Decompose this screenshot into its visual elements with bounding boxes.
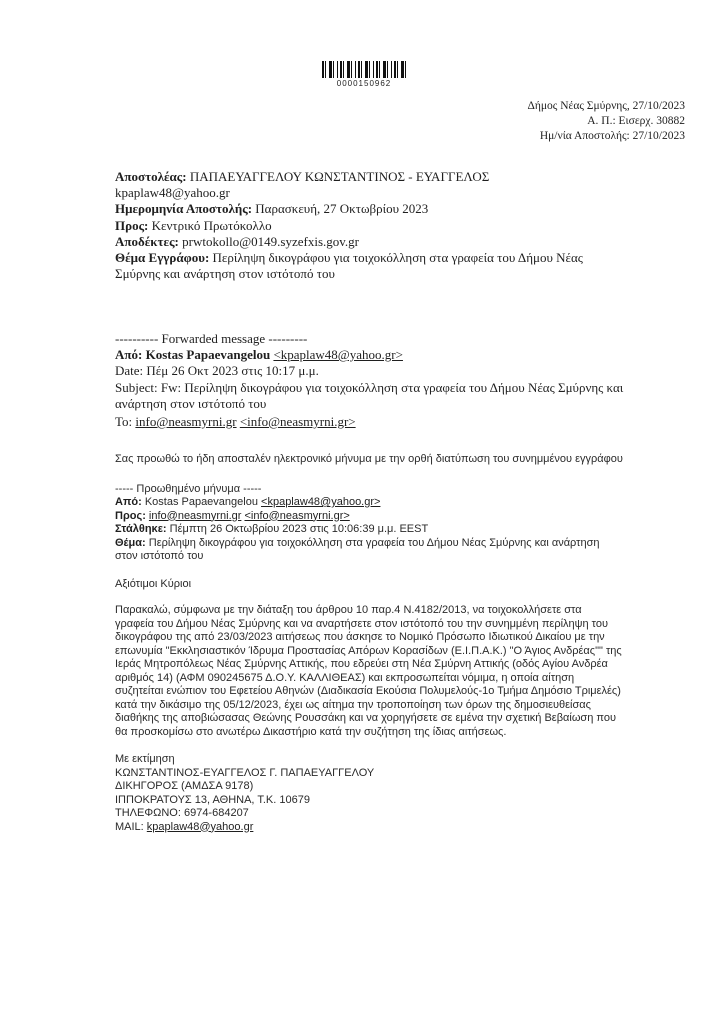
inner-subject-value: Περίληψη δικογράφου για τοιχοκόλληση στα γραφεία του Δήμου Νέας Σμύρνης και ανάρτηση στον ιστότοπό του	[115, 536, 600, 562]
registry-stamp	[527, 99, 685, 144]
forwarded-to-label: To:	[115, 414, 133, 430]
send-date-line	[115, 201, 617, 217]
forwarded-date-label: Date:	[115, 363, 144, 379]
sender-label: Αποστολέας:	[115, 169, 187, 184]
signature-address: ΙΠΠΟΚΡΑΤΟΥΣ 13, ΑΘΗΝΑ, Τ.Κ. 10679	[115, 793, 310, 806]
document-subject-value: Περίληψη δικογράφου για τοιχοκόλληση στα γραφεία του Δήμου Νέας Σμύρνης και ανάρτηση στον ιστότοπό του	[115, 250, 583, 282]
closing: Με εκτίμηση	[115, 753, 175, 765]
recipients-label: Αποδέκτες:	[115, 233, 179, 249]
inner-to-label: Προς:	[115, 509, 146, 522]
sender-email-line	[115, 185, 617, 201]
inner-subject-line	[115, 537, 623, 564]
inner-sent-label: Στάλθηκε:	[115, 523, 167, 535]
stamp-sent-date: Ημ/νία Αποστολής: 27/10/2023	[539, 130, 685, 142]
document-subject-label: Θέμα Εγγράφου:	[115, 250, 210, 266]
message-body	[115, 453, 623, 834]
stamp-protocol-number: Α. Π.: Εισερχ. 30882	[587, 115, 685, 127]
signature-mail-label: MAIL:	[115, 820, 144, 833]
forwarded-from-email-link: <kpaplaw48@yahoo.gr>	[273, 347, 403, 363]
send-date-value: Παρασκευή, 27 Οκτωβρίου 2023	[255, 201, 429, 217]
forwarded-divider: ---------- Forwarded message ---------	[115, 331, 308, 346]
inner-from-label: Από:	[115, 496, 142, 508]
to-value: Κεντρικό Πρωτόκολλο	[151, 217, 272, 233]
signature-title: ΔΙΚΗΓΟΡΟΣ (ΑΜΔΣΑ 9178)	[115, 780, 254, 792]
inner-to-line	[115, 510, 623, 524]
email-header-block	[115, 169, 617, 282]
forwarded-date-line	[115, 363, 630, 379]
inner-to-email-bracketed-link: <info@neasmyrni.gr>	[244, 509, 350, 522]
inner-from-name: Kostas Papaevangelou	[144, 496, 258, 508]
recipients-value: prwtokollo@0149.syzefxis.gov.gr	[182, 233, 359, 249]
recipients-line	[115, 234, 617, 250]
forwarded-to-email-bracketed-link: <info@neasmyrni.gr>	[239, 414, 356, 430]
inner-to-email-link: info@neasmyrni.gr	[148, 509, 242, 522]
barcode-bars-image	[322, 61, 406, 78]
to-label: Προς:	[115, 217, 149, 233]
signature-mail-line	[115, 821, 623, 835]
to-line	[115, 218, 617, 234]
forwarded-message-block	[115, 331, 630, 430]
main-request-paragraph: Παρακαλώ, σύμφωνα με την διάταξη του άρθρου 10 παρ.4 Ν.4182/2013, να τοιχοκολλήσετε στα γραφεία του Δήμου Νέας Σμύρνης και να αναρτήσετε στον ιστότοπό του την συνημμένη περίληψη του δικογράφου της από 23/03/2023 αιτήσεως που άσκησε το Νομικό Πρόσωπο Ιδιωτικού Δικαίου με την επωνυμία "Εκκλησιαστικόν Ίδρυμα Προστασίας Απόρων Κορασίδων (Ε.Ι.Π.Α.Κ.) "Ο Άγιος Ανδρέας"" της Ιεράς Μητροπόλεως Νέας Σμύρνης Αττικής, που εδρεύει στη Νέα Σμύρνη Αττικής (οδός Αγίου Ανδρέα αριθμός 14) (ΑΦΜ 090245675 Δ.Ο.Υ. ΚΑΛΛΙΘΕΑΣ) και εκπροσωπείται νόμιμα, η οποία αίτηση συζητείται ενώπιον του Εφετείου Αθηνών (Διαδικασία Εκούσια Πολυμελούς-1ο Τμήμα Δημόσιο Τριμελές) κατά την δικάσιμο της 05/12/2023, έχει ως αίτημα την τροποποίηση των όρων της δημοσιευθείσας διαθήκης της αποβιώσασας Θεώνης Ρουσσάκη και να χορηγήσετε σε εμένα την σχετική Βεβαίωση που θα προσκομίσω στο ανωτέρω Δικαστήριο κατά την συζήτηση της ίδιας αιτήσεως.	[115, 604, 622, 738]
intro-paragraph: Σας προωθώ το ήδη αποσταλέν ηλεκτρονικό μήνυμα με την ορθή διατύπωση του συνημμένου εγγράφου	[115, 453, 623, 465]
forwarded-from-label: Από:	[115, 347, 143, 363]
signature-name: ΚΩΝΣΤΑΝΤΙΝΟΣ-ΕΥΑΓΓΕΛΟΣ Γ. ΠΑΠΑΕΥΑΓΓΕΛΟΥ	[115, 766, 375, 779]
forwarded-from-line	[115, 347, 630, 363]
inner-sent-value: Πέμπτη 26 Οκτωβρίου 2023 στις 10:06:39 μ.μ. EEST	[169, 523, 429, 535]
protocol-barcode	[322, 61, 406, 88]
forwarded-to-line	[115, 414, 630, 430]
forwarded-subject-line	[115, 380, 630, 412]
salutation: Αξιότιμοι Κύριοι	[115, 577, 192, 590]
signature-mail-link: kpaplaw48@yahoo.gr	[146, 820, 254, 833]
barcode-number: 0000150962	[336, 79, 392, 88]
inner-forwarded-header	[115, 483, 623, 564]
forwarded-from-name: Kostas Papaevangelou	[145, 347, 271, 363]
forwarded-date-value: Πέμ 26 Οκτ 2023 στις 10:17 μ.μ.	[146, 363, 319, 379]
document-subject-line	[115, 250, 617, 282]
inner-from-line	[115, 496, 623, 510]
forwarded-subject-value: Fw: Περίληψη δικογράφου για τοιχοκόλληση στα γραφεία του Δήμου Νέας Σμύρνης και ανάρτηση στον ιστότοπό του	[115, 379, 624, 411]
signature-block	[115, 753, 623, 834]
sender-value: ΠΑΠΑΕΥΑΓΓΕΛΟΥ ΚΩΝΣΤΑΝΤΙΝΟΣ - ΕΥΑΓΓΕΛΟΣ	[189, 169, 490, 184]
inner-subject-label: Θέμα:	[115, 536, 146, 549]
sender-email: kpaplaw48@yahoo.gr	[115, 185, 230, 201]
inner-sent-line	[115, 523, 623, 537]
stamp-municipality-date: Δήμος Νέας Σμύρνης, 27/10/2023	[527, 100, 685, 112]
sender-line	[115, 169, 617, 185]
inner-from-email-link: <kpaplaw48@yahoo.gr>	[261, 496, 381, 508]
send-date-label: Ημερομηνία Αποστολής:	[115, 201, 253, 217]
forwarded-to-email-link: info@neasmyrni.gr	[135, 414, 237, 430]
forwarded-subject-label: Subject:	[115, 379, 158, 395]
signature-phone: ΤΗΛΕΦΩΝΟ: 6974-684207	[115, 807, 249, 819]
inner-forwarded-divider: ----- Προωθημένο μήνυμα -----	[115, 482, 262, 495]
